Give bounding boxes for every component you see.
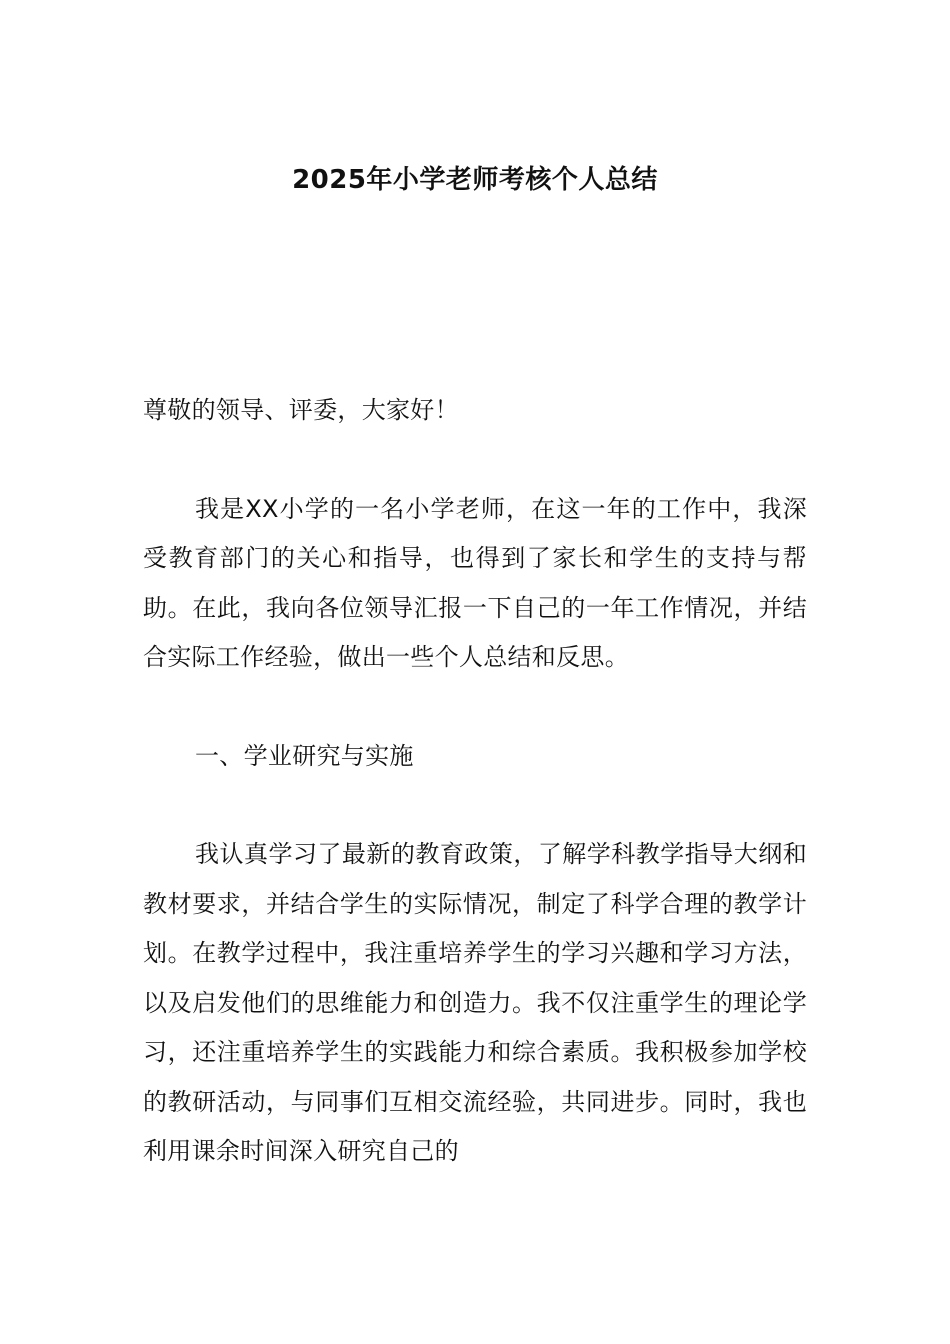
greeting-paragraph: 尊敬的领导、评委，大家好！ [143,396,459,424]
intro-paragraph: 我是XX小学的一名小学老师，在这一年的工作中，我深受教育部门的关心和指导，也得到了家长和学生的支持与帮助。在此，我向各位领导汇报一下自己的一年工作情况，并结合实际工作经验，做出一些个人总结和反思。 [143,494,807,671]
document-title: 2025年小学老师考核个人总结 [292,165,658,195]
section-heading: 一、学业研究与实施 [195,741,414,770]
section-body-paragraph: 我认真学习了最新的教育政策，了解学科教学指导大纲和教材要求，并结合学生的实际情况，制定了科学合理的教学计划。在教学过程中，我注重培养学生的学习兴趣和学习方法，以及启发他们的思维能力和创造力。我不仅注重学生的理论学习，还注重培养学生的实践能力和综合素质。我积极参加学校的教研活动，与同事们互相交流经验，共同进步。同时，我也利用课余时间深入研究自己的 [143,840,807,1165]
document-body [143,386,807,1177]
